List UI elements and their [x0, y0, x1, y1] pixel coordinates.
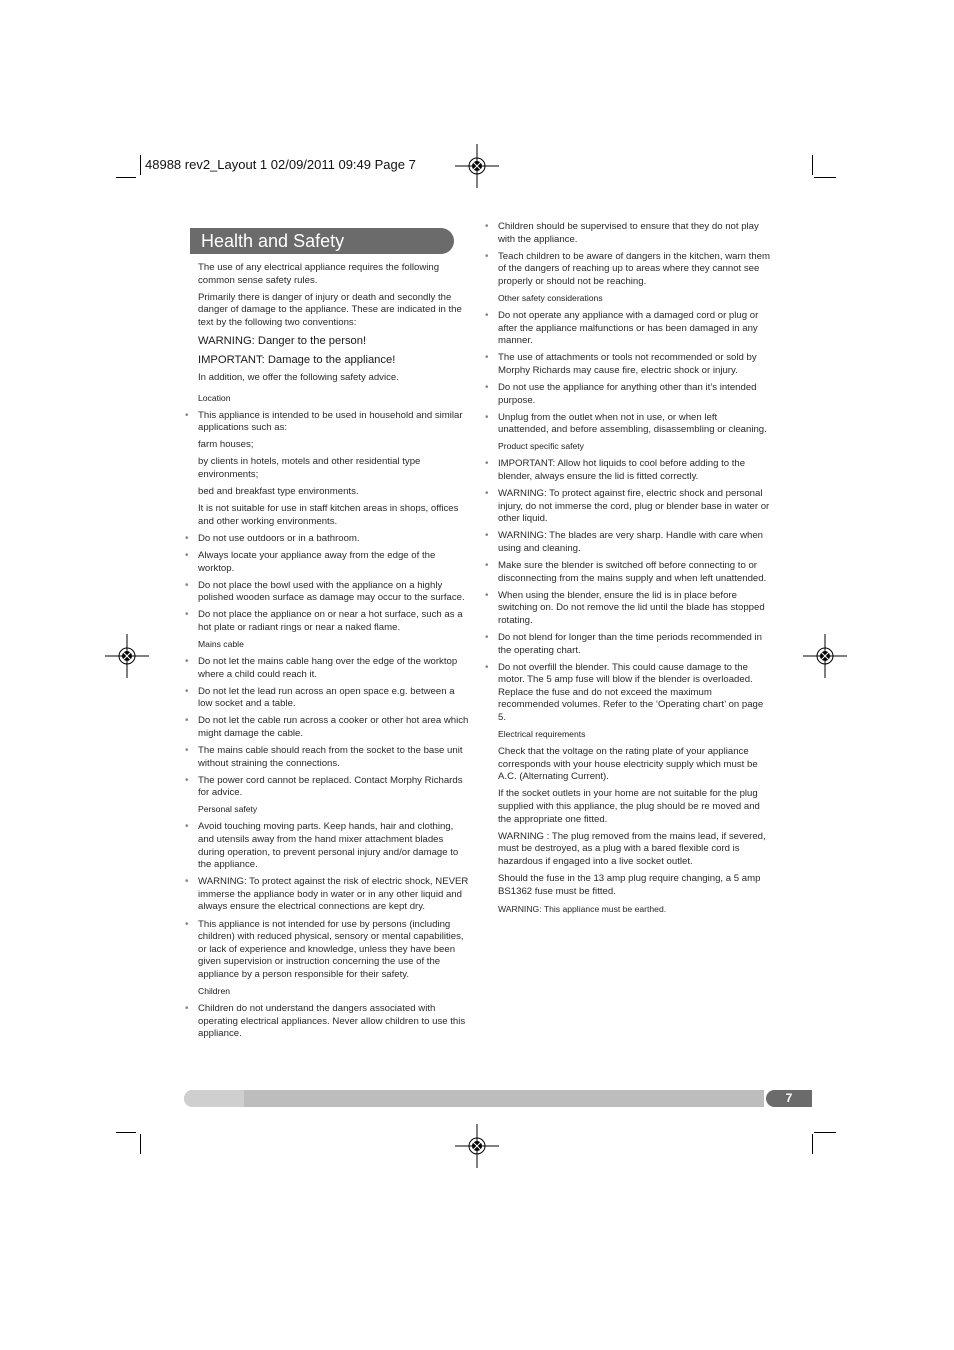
location-list — [198, 410, 470, 435]
section-heading-children: Children — [198, 986, 231, 997]
list-item: • WARNING: The blades are very sharp. Handle with care when using and cleaning. — [498, 530, 770, 555]
advice-paragraph: In addition, we offer the following safety advice. — [198, 371, 399, 383]
list-item: • Teach children to be aware of dangers in the kitchen, warn them of the dangers of reaching up to areas where they cannot see properly or should not be reaching. — [498, 251, 770, 289]
title-banner — [190, 228, 454, 254]
list-item: • Do not use outdoors or in a bathroom. — [198, 533, 470, 546]
intro-paragraph: Primarily there is danger of injury or death and secondly the danger of damage to the appliance. These are indicated in the text by the following two conventions: — [198, 291, 462, 328]
list-item: • Do not use the appliance for anything other than it’s intended purpose. — [498, 382, 770, 407]
list-item: • Make sure the blender is switched off before connecting to or disconnecting from the mains supply and when left unattended. — [498, 560, 770, 585]
list-item: • Unplug from the outlet when not in use, or when left unattended, and before assembling, disassembling or cleaning. — [498, 412, 770, 437]
crop-mark — [814, 177, 836, 178]
section-heading-location: Location — [198, 392, 231, 403]
important-convention: IMPORTANT: Damage to the appliance! — [198, 353, 396, 366]
sub-paragraph: by clients in hotels, motels and other residential type environments; — [198, 456, 421, 480]
list-item: • WARNING: To protect against the risk of electric shock, NEVER immerse the appliance body in water or in any other liquid and always ensure the electrical connections are kept dry. — [198, 876, 470, 914]
footer-bar — [184, 1090, 764, 1107]
crop-mark — [116, 177, 136, 178]
registration-mark-icon — [455, 1124, 499, 1168]
list-item: • Children do not understand the dangers associated with operating electrical appliances. Never allow children to use this appliance. — [198, 1003, 470, 1041]
list-item: • Do not place the bowl used with the appliance on a highly polished wooden surface as damage may occur to the surface. — [198, 580, 470, 605]
crop-mark — [814, 1132, 836, 1133]
list-item: • The mains cable should reach from the socket to the base unit without straining the connections. — [198, 745, 470, 770]
electrical-paragraph: Check that the voltage on the rating plate of your appliance corresponds with your house electricity supply which must be A.C. (Alternating Current). — [498, 746, 758, 783]
list-item: • Do not let the mains cable hang over the edge of the worktop where a child could reach it. — [198, 656, 470, 681]
list-item: • Do not let the cable run across a cooker or other hot area which might damage the cable. — [198, 715, 470, 740]
left-column — [198, 262, 470, 1045]
page-title: Health and Safety — [201, 231, 345, 251]
list-item: • The power cord cannot be replaced. Contact Morphy Richards for advice. — [198, 775, 470, 800]
warning-convention: WARNING: Danger to the person! — [198, 334, 367, 347]
list-item: • Do not operate any appliance with a damaged cord or plug or after the appliance malfunctions or has been damaged in any manner. — [498, 310, 770, 348]
crop-mark — [812, 155, 813, 175]
registration-mark-icon — [803, 634, 847, 678]
section-heading-other-safety: Other safety considerations — [498, 292, 603, 303]
product-safety-list — [498, 458, 770, 724]
crop-mark — [140, 155, 141, 175]
list-item: • The use of attachments or tools not recommended or sold by Morphy Richards may cause fire, electric shock or injury. — [498, 352, 770, 377]
list-item: • Do not place the appliance on or near a hot surface, such as a hot plate or radiant rings or near a naked flame. — [198, 609, 470, 634]
children-list-continued — [498, 221, 770, 288]
section-heading-personal-safety: Personal safety — [198, 804, 258, 815]
earth-warning: WARNING: This appliance must be earthed. — [498, 903, 667, 914]
list-item: • Do not overfill the blender. This could cause damage to the motor. The 5 amp fuse will blow if the blender is overloaded. Replace the fuse and do not exceed the maximum recommended volumes. Refer to the ‘Operating chart’ on page 5. — [498, 662, 770, 725]
list-item: • WARNING: To protect against fire, electric shock and personal injury, do not immerse the cord, plug or blender base in water or other liquid. — [498, 488, 770, 526]
registration-mark-icon — [105, 634, 149, 678]
sub-paragraph: farm houses; — [198, 439, 254, 451]
location-list — [198, 533, 470, 635]
footer-bar-accent — [184, 1090, 244, 1107]
page-number: 7 — [766, 1090, 812, 1107]
registration-mark-icon — [455, 144, 499, 188]
mains-cable-list — [198, 656, 470, 800]
crop-mark — [116, 1132, 136, 1133]
children-list — [198, 1003, 470, 1041]
section-heading-mains-cable: Mains cable — [198, 638, 244, 649]
list-item: • Do not let the lead run across an open space e.g. between a low socket and a table. — [198, 686, 470, 711]
intro-paragraph: The use of any electrical appliance requires the following common sense safety rules. — [198, 262, 440, 286]
sub-paragraph: It is not suitable for use in staff kitchen areas in shops, offices and other working environments. — [198, 503, 459, 527]
section-heading-product-safety: Product specific safety — [498, 441, 584, 452]
list-item: • Do not blend for longer than the time periods recommended in the operating chart. — [498, 632, 770, 657]
list-item: • Always locate your appliance away from the edge of the worktop. — [198, 550, 470, 575]
electrical-paragraph: WARNING : The plug removed from the mains lead, if severed, must be destroyed, as a plug with a bared flexible cord is hazardous if engaged into a live socket outlet. — [498, 830, 766, 867]
section-heading-electrical: Electrical requirements — [498, 729, 586, 740]
electrical-paragraph: If the socket outlets in your home are not suitable for the plug supplied with this appliance, the plug should be re moved and the appropriate one fitted. — [498, 788, 760, 825]
list-item: • When using the blender, ensure the lid is in place before switching on. Do not remove the lid until the blade has stopped rotating. — [498, 590, 770, 628]
list-item: • Avoid touching moving parts. Keep hands, hair and clothing, and utensils away from the hand mixer attachment blades during operation, to prevent personal injury and/or damage to the appliance. — [198, 821, 470, 871]
electrical-paragraph: Should the fuse in the 13 amp plug require changing, a 5 amp BS1362 fuse must be fitted. — [498, 872, 761, 897]
print-slug: 48988 rev2_Layout 1 02/09/2011 09:49 Page 7 — [145, 157, 416, 172]
list-item: • This appliance is intended to be used in household and similar applications such as: — [198, 410, 470, 435]
list-item: • This appliance is not intended for use by persons (including children) with reduced physical, sensory or mental capabilities, or lack of experience and knowledge, unless they have been given supervision or instruction concerning the use of the appliance by a person responsible for their safety. — [198, 919, 470, 982]
list-item: • IMPORTANT: Allow hot liquids to cool before adding to the blender, always ensure the lid is fitted correctly. — [498, 458, 770, 483]
right-column — [498, 221, 770, 920]
other-safety-list — [498, 310, 770, 437]
personal-safety-list — [198, 821, 470, 981]
sub-paragraph: bed and breakfast type environments. — [198, 486, 359, 498]
crop-mark — [140, 1134, 141, 1154]
crop-mark — [812, 1134, 813, 1154]
list-item: • Children should be supervised to ensure that they do not play with the appliance. — [498, 221, 770, 246]
